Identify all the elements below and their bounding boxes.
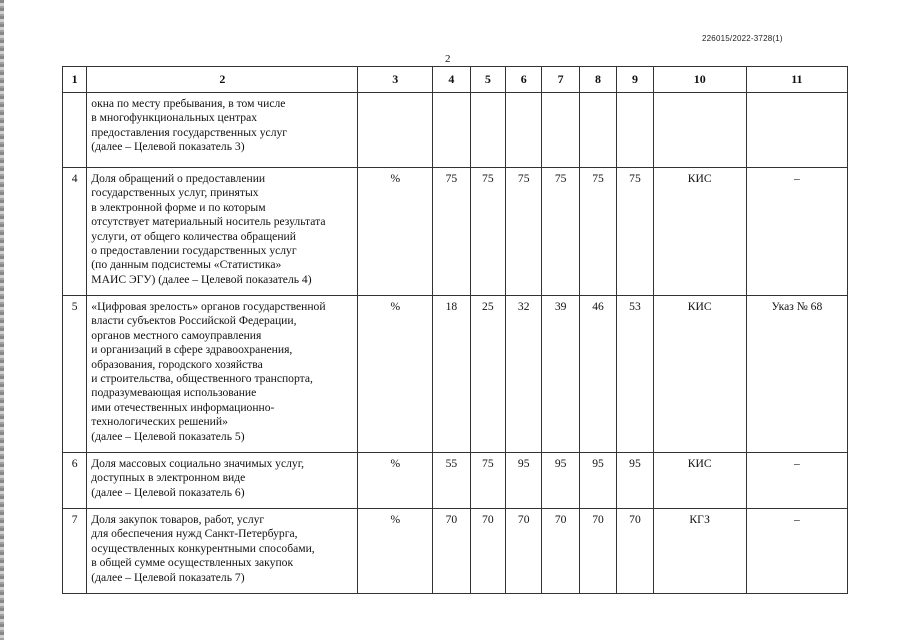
value-cell (470, 93, 505, 168)
value-cell: 75 (433, 168, 470, 296)
value-cell: 55 (433, 453, 470, 509)
column-header: 10 (653, 67, 746, 93)
column-header: 7 (542, 67, 579, 93)
column-header: 9 (617, 67, 653, 93)
value-cell: 95 (506, 453, 542, 509)
target-indicators-table (62, 66, 848, 594)
source-cell: КИС (653, 296, 746, 453)
value-cell: 39 (542, 296, 579, 453)
basis-cell: – (746, 453, 847, 509)
value-cell: 25 (470, 296, 505, 453)
value-cell (579, 93, 616, 168)
basis-cell: Указ № 68 (746, 296, 847, 453)
indicator-description: Доля закупок товаров, работ, услуг для обеспечения нужд Санкт-Петербурга, осуществленных конкурентными способами, в общей сумме осуществленных закупок (далее – Целевой показатель 7) (87, 509, 358, 594)
unit-cell: % (358, 453, 433, 509)
column-header: 6 (506, 67, 542, 93)
value-cell: 53 (617, 296, 653, 453)
column-header: 2 (87, 67, 358, 93)
row-number: 6 (63, 453, 87, 509)
indicator-description: Доля массовых социально значимых услуг, доступных в электронном виде (далее – Целевой показатель 6) (87, 453, 358, 509)
column-header: 11 (746, 67, 847, 93)
unit-cell: % (358, 509, 433, 594)
value-cell: 46 (579, 296, 616, 453)
value-cell: 75 (470, 168, 505, 296)
column-header: 3 (358, 67, 433, 93)
source-cell (653, 93, 746, 168)
indicator-description: «Цифровая зрелость» органов государственной власти субъектов Российской Федерации, органов местного самоуправления и организаций в сфере здравоохранения, образования, городского хозяйства и строительства, общественного транспорта, подразумевающая использование ими отечественных информационно- технологических решений» (далее – Целевой показатель 5) (87, 296, 358, 453)
basis-cell: – (746, 509, 847, 594)
table-row (63, 168, 848, 296)
value-cell: 70 (542, 509, 579, 594)
value-cell: 95 (617, 453, 653, 509)
table-row (63, 296, 848, 453)
value-cell: 75 (617, 168, 653, 296)
value-cell: 70 (506, 509, 542, 594)
column-header: 1 (63, 67, 87, 93)
source-cell: КГЗ (653, 509, 746, 594)
source-cell: КИС (653, 168, 746, 296)
value-cell: 32 (506, 296, 542, 453)
value-cell: 70 (617, 509, 653, 594)
value-cell: 95 (579, 453, 616, 509)
table-row (63, 509, 848, 594)
value-cell: 95 (542, 453, 579, 509)
column-header: 5 (470, 67, 505, 93)
source-cell: КИС (653, 453, 746, 509)
table-row (63, 93, 848, 168)
value-cell (542, 93, 579, 168)
indicator-description: Доля обращений о предоставлении государственных услуг, принятых в электронной форме и по которым отсутствует материальный носитель результата услуги, от общего количества обращений о предоставлении государственных услуг (по данным подсистемы «Статистика» МАИС ЭГУ) (далее – Целевой показатель 4) (87, 168, 358, 296)
scan-edge-artifact (0, 0, 4, 640)
value-cell (506, 93, 542, 168)
table-header-row (63, 67, 848, 93)
row-number: 5 (63, 296, 87, 453)
row-number: 4 (63, 168, 87, 296)
row-number: 7 (63, 509, 87, 594)
unit-cell (358, 93, 433, 168)
value-cell: 75 (506, 168, 542, 296)
column-header: 8 (579, 67, 616, 93)
basis-cell: – (746, 168, 847, 296)
value-cell: 18 (433, 296, 470, 453)
document-registration-number: 226015/2022-3728(1) (702, 34, 783, 43)
value-cell: 70 (470, 509, 505, 594)
unit-cell: % (358, 168, 433, 296)
value-cell: 70 (579, 509, 616, 594)
value-cell: 75 (470, 453, 505, 509)
table-row (63, 453, 848, 509)
value-cell (433, 93, 470, 168)
column-header: 4 (433, 67, 470, 93)
value-cell: 70 (433, 509, 470, 594)
value-cell: 75 (579, 168, 616, 296)
value-cell (617, 93, 653, 168)
basis-cell (746, 93, 847, 168)
indicator-description: окна по месту пребывания, в том числе в многофункциональных центрах предоставления государственных услуг (далее – Целевой показатель 3) (87, 93, 358, 168)
page-number: 2 (445, 53, 451, 65)
row-number (63, 93, 87, 168)
unit-cell: % (358, 296, 433, 453)
value-cell: 75 (542, 168, 579, 296)
